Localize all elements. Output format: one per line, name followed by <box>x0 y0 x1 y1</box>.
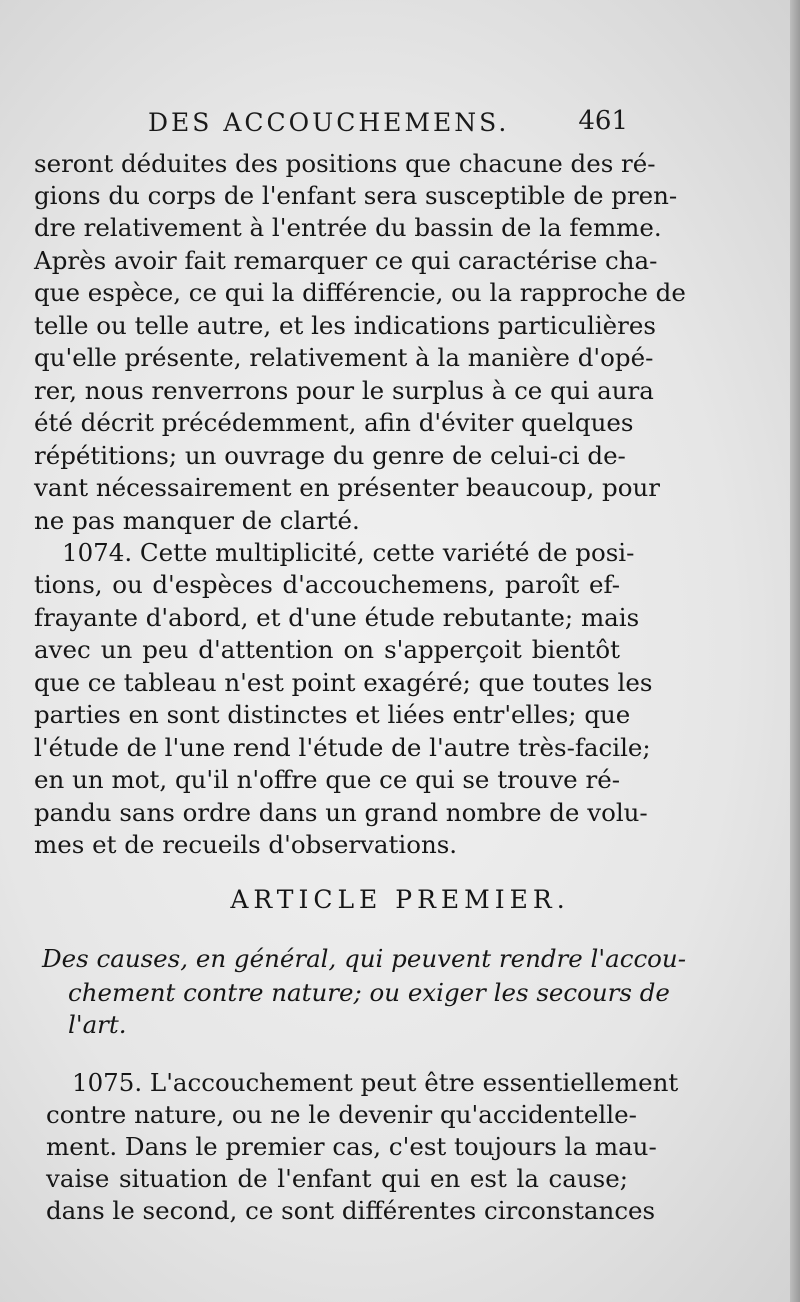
text-line: Après avoir fait remarquer ce qui caractérise cha- <box>34 246 658 275</box>
text-line: tions, ou d'espèces d'accouchemens, paroît ef- <box>34 570 620 599</box>
text-line: mes et de recueils d'observations. <box>34 830 458 859</box>
text-line: été décrit précédemment, afin d'éviter quelques <box>34 408 634 437</box>
text-line: dans le second, ce sont différentes circonstances <box>46 1196 656 1225</box>
text-line: qu'elle présente, relativement à la manière d'opé- <box>34 343 654 372</box>
text-line: que espèce, ce qui la différencie, ou la rapproche de <box>34 278 686 307</box>
text-line: seront déduites des positions que chacune des ré- <box>34 149 656 178</box>
page-header <box>148 108 628 148</box>
text-line: parties en sont distinctes et liées entr'elles; que <box>34 700 631 729</box>
text-line: telle ou telle autre, et les indications particulières <box>34 311 656 340</box>
text-line: vaise situation de l'enfant qui en est la cause; <box>46 1164 628 1193</box>
text-line: gions du corps de l'enfant sera susceptible de pren- <box>34 181 678 210</box>
page-edge-shadow <box>790 0 800 1302</box>
text-line: frayante d'abord, et d'une étude rebutante; mais <box>34 603 640 632</box>
text-line: l'étude de l'une rend l'étude de l'autre très-facile; <box>34 733 651 762</box>
text-line: pandu sans ordre dans un grand nombre de volu- <box>34 798 648 827</box>
text-line: ne pas manquer de clarté. <box>34 506 360 535</box>
text-line: vant nécessairement en présenter beaucoup, pour <box>34 473 660 502</box>
text-line: avec un peu d'attention on s'apperçoit bientôt <box>34 635 620 664</box>
text-line: contre nature, ou ne le devenir qu'accidentelle- <box>46 1100 637 1129</box>
text-line: ment. Dans le premier cas, c'est toujours la mau- <box>46 1132 657 1161</box>
subtitle-line: chement contre nature; ou exiger les secours de <box>68 978 670 1007</box>
text-line: que ce tableau n'est point exagéré; que toutes les <box>34 668 653 697</box>
text-line: 1075. L'accouchement peut être essentiellement <box>72 1068 679 1097</box>
text-line: répétitions; un ouvrage du genre de celui-ci de- <box>34 441 626 470</box>
article-heading: ARTICLE PREMIER. <box>230 885 570 914</box>
text-line: 1074. Cette multiplicité, cette variété de posi- <box>62 538 635 567</box>
page-number: 461 <box>578 106 628 136</box>
subtitle-line: l'art. <box>68 1010 127 1039</box>
subtitle-line: Des causes, en général, qui peuvent rendre l'accou- <box>42 944 686 973</box>
text-line: rer, nous renverrons pour le surplus à ce qui aura <box>34 376 654 405</box>
text-line: en un mot, qu'il n'offre que ce qui se trouve ré- <box>34 765 620 794</box>
running-head: DES ACCOUCHEMENS. <box>148 108 510 137</box>
text-line: dre relativement à l'entrée du bassin de la femme. <box>34 213 662 242</box>
